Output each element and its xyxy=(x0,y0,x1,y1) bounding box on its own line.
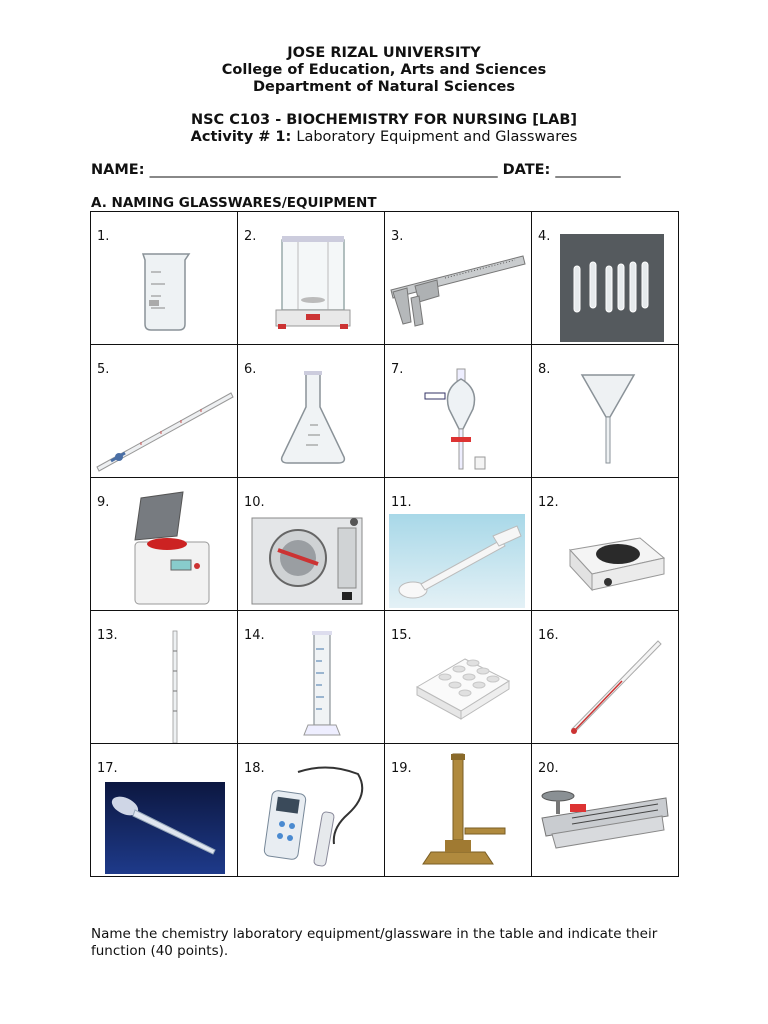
analytical-balance-icon xyxy=(238,212,384,344)
item-number: 15. xyxy=(391,628,412,643)
item-number: 16. xyxy=(538,628,559,643)
table-cell xyxy=(532,611,679,744)
table-row xyxy=(91,478,679,611)
table-cell xyxy=(385,478,532,611)
equipment-table xyxy=(90,211,679,877)
table-cell xyxy=(238,478,385,611)
funnel-icon xyxy=(532,345,678,477)
item-number: 4. xyxy=(538,229,551,244)
table-cell xyxy=(91,345,238,478)
table-cell xyxy=(91,212,238,345)
table-cell xyxy=(532,744,679,877)
university-name: JOSE RIZAL UNIVERSITY xyxy=(287,45,481,61)
item-number: 14. xyxy=(244,628,265,643)
thermometer-icon xyxy=(532,611,678,743)
table-cell xyxy=(238,611,385,744)
item-number: 20. xyxy=(538,761,559,776)
item-number: 13. xyxy=(97,628,118,643)
name-label: NAME: xyxy=(91,162,145,178)
table-row xyxy=(91,744,679,877)
autoclave-icon xyxy=(238,478,384,610)
date-label: DATE: xyxy=(502,162,551,178)
pipette-icon xyxy=(91,611,237,743)
table-row xyxy=(91,611,679,744)
item-number: 3. xyxy=(391,229,404,244)
table-cell xyxy=(238,212,385,345)
section-title: A. NAMING GLASSWARES/EQUIPMENT xyxy=(91,195,377,211)
table-cell xyxy=(385,611,532,744)
name-date-line xyxy=(91,162,621,178)
table-row xyxy=(91,345,679,478)
bunsen-burner-icon xyxy=(385,744,531,876)
table-cell xyxy=(385,212,532,345)
item-number: 1. xyxy=(97,229,110,244)
date-blank[interactable]: _________ xyxy=(555,162,621,178)
separatory-funnel-icon xyxy=(385,345,531,477)
beaker-icon xyxy=(91,212,237,344)
table-cell xyxy=(385,345,532,478)
item-number: 12. xyxy=(538,495,559,510)
dropper-icon xyxy=(91,744,237,876)
vernier-caliper-icon xyxy=(385,212,531,344)
name-blank[interactable]: ________________________________________________ xyxy=(149,162,498,178)
table-cell xyxy=(91,478,238,611)
department-name: Department of Natural Sciences xyxy=(252,79,516,95)
item-number: 19. xyxy=(391,761,412,776)
table-cell xyxy=(532,345,679,478)
table-cell xyxy=(532,212,679,345)
ph-meter-icon xyxy=(238,744,384,876)
activity-label: Activity # 1: xyxy=(190,129,292,145)
item-number: 9. xyxy=(97,495,110,510)
table-cell xyxy=(532,478,679,611)
spatula-icon xyxy=(385,478,531,610)
item-number: 8. xyxy=(538,362,551,377)
spot-plate-icon xyxy=(385,611,531,743)
item-number: 5. xyxy=(97,362,110,377)
table-row xyxy=(91,212,679,345)
triple-beam-balance-icon xyxy=(532,744,678,876)
centrifuge-icon xyxy=(91,478,237,610)
item-number: 2. xyxy=(244,229,257,244)
hot-plate-icon xyxy=(532,478,678,610)
instructions-text: Name the chemistry laboratory equipment/glassware in the table and indicate their function (40 points). xyxy=(91,926,658,959)
item-number: 6. xyxy=(244,362,257,377)
college-name: College of Education, Arts and Sciences xyxy=(221,62,547,78)
graduated-cylinder-icon xyxy=(238,611,384,743)
burette-icon xyxy=(91,345,237,477)
table-cell xyxy=(91,744,238,877)
table-cell xyxy=(238,744,385,877)
activity-title: Laboratory Equipment and Glasswares xyxy=(296,129,578,145)
activity-heading xyxy=(0,129,768,146)
test-tubes-icon xyxy=(532,212,678,344)
item-number: 11. xyxy=(391,495,412,510)
item-number: 18. xyxy=(244,761,265,776)
table-cell xyxy=(238,345,385,478)
erlenmeyer-flask-icon xyxy=(238,345,384,477)
course-title: NSC C103 - BIOCHEMISTRY FOR NURSING [LAB] xyxy=(190,112,578,128)
item-number: 17. xyxy=(97,761,118,776)
item-number: 7. xyxy=(391,362,404,377)
item-number: 10. xyxy=(244,495,265,510)
table-cell xyxy=(385,744,532,877)
table-cell xyxy=(91,611,238,744)
